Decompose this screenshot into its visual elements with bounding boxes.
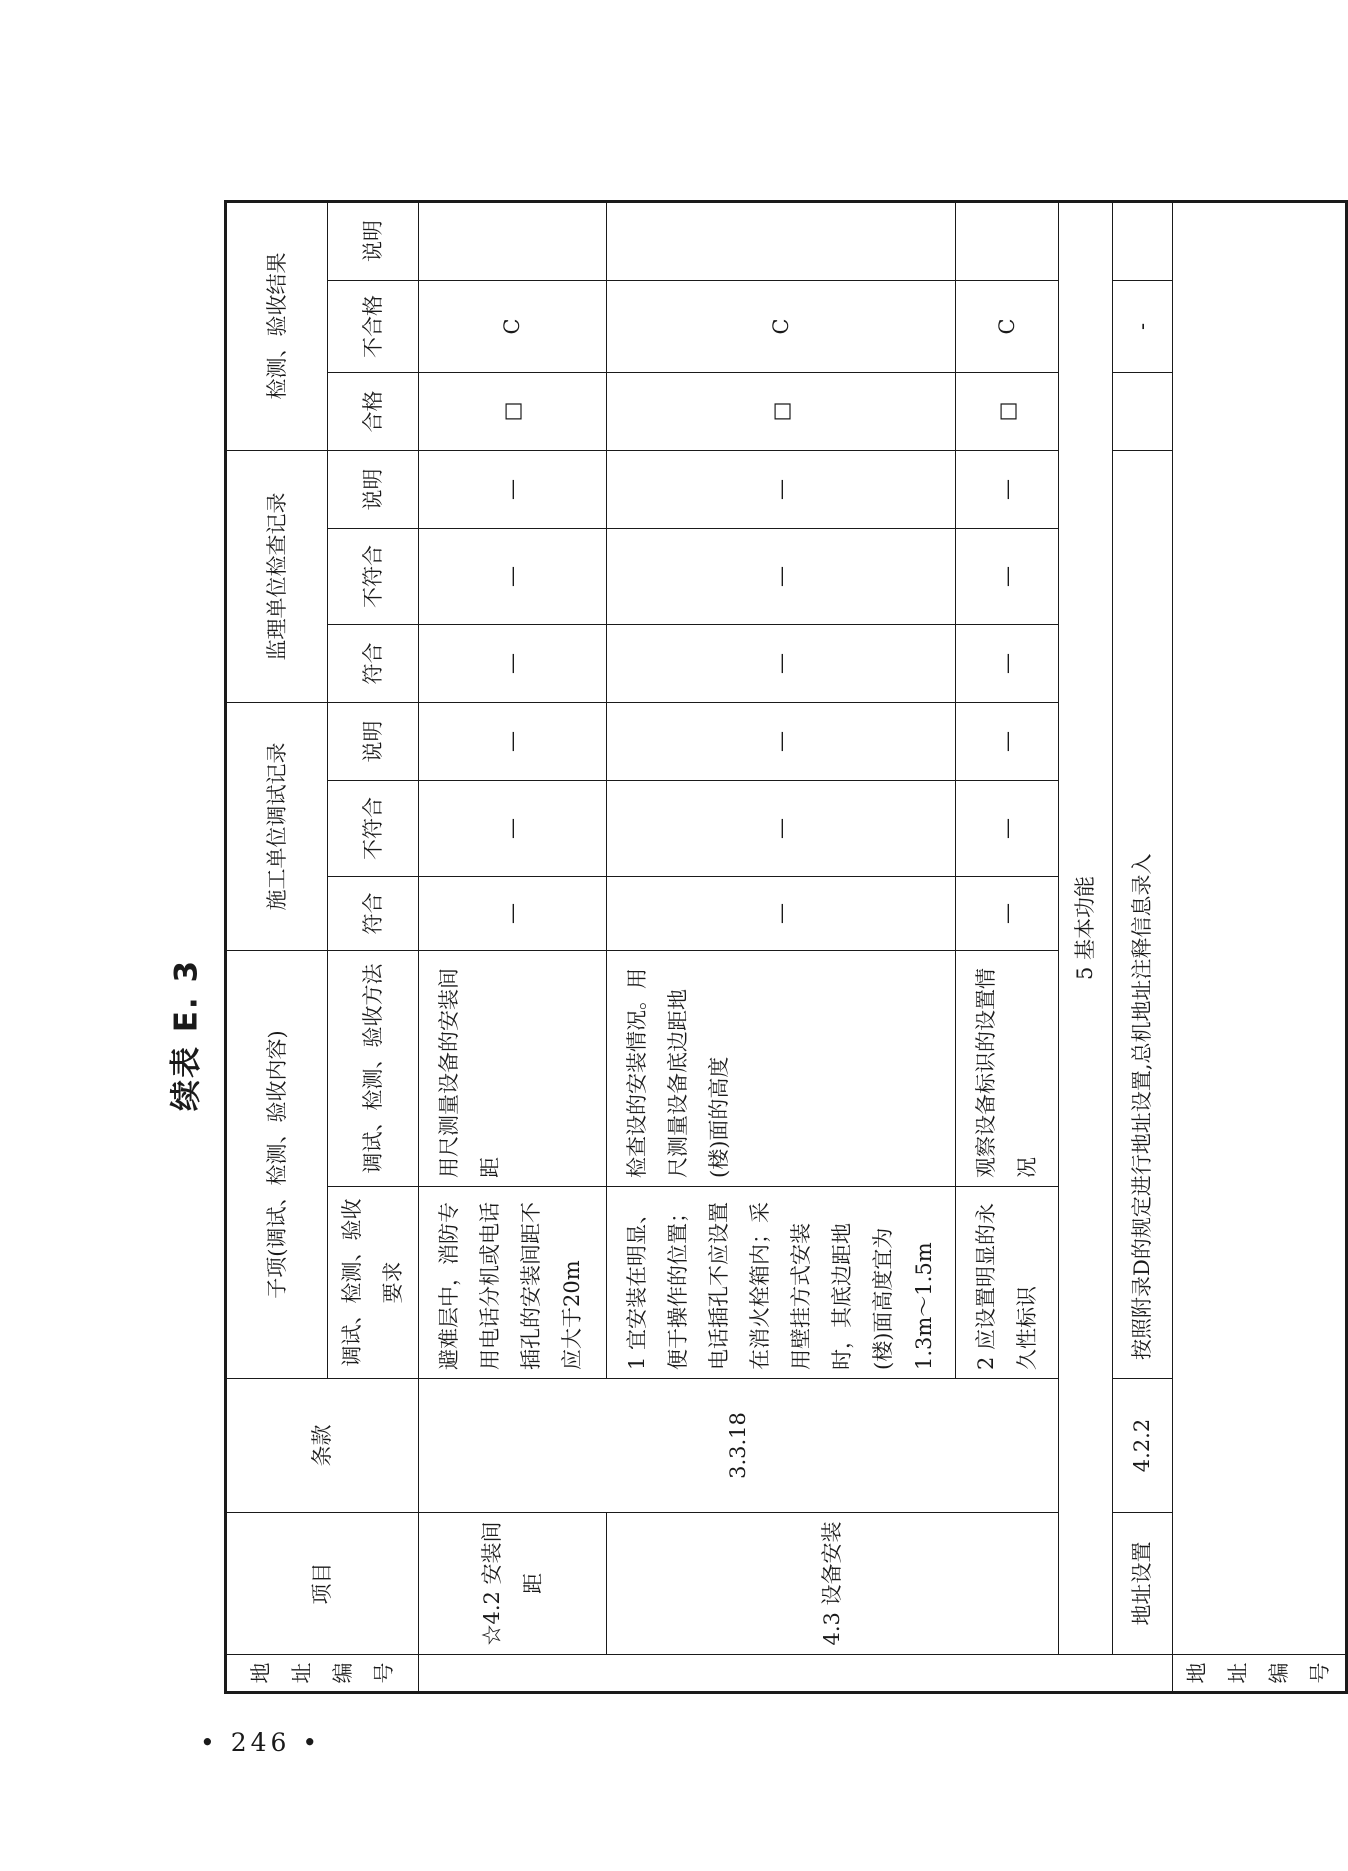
requirement-cell: 2 应设置明显的永久性标识 xyxy=(956,1187,1059,1379)
header-note: 说明 xyxy=(328,702,419,780)
pass-checkbox[interactable]: □ xyxy=(956,372,1059,450)
header-method: 调试、检测、验收方法 xyxy=(328,950,419,1186)
table-header-row xyxy=(226,201,328,1692)
construction-note: — xyxy=(419,702,607,780)
supervision-nonconform: — xyxy=(956,528,1059,624)
supervision-note: — xyxy=(607,450,956,528)
supervision-nonconform: — xyxy=(607,528,956,624)
construction-nonconform: — xyxy=(956,780,1059,876)
empty-row xyxy=(1173,201,1347,1654)
method-cell: 检查设的安装情况。用尺测量设备底边距地(楼)面的高度 xyxy=(607,950,956,1186)
section-row xyxy=(1059,201,1113,1692)
supervision-note: — xyxy=(419,450,607,528)
construction-note: — xyxy=(956,702,1059,780)
page-number: • 246 • xyxy=(200,1728,322,1757)
table-row xyxy=(419,201,607,1692)
supervision-conform: — xyxy=(419,624,607,702)
construction-conform: — xyxy=(956,876,1059,950)
construction-nonconform: — xyxy=(607,780,956,876)
requirement-cell: 避难层中，消防专用电话分机或电话插孔的安装间距不应大于20m xyxy=(419,1187,607,1379)
table-container xyxy=(224,203,1332,1694)
header-subitem: 子项(调试、检测、验收内容) xyxy=(226,950,328,1378)
result-note xyxy=(419,201,607,280)
header-requirement: 调试、检测、验收要求 xyxy=(328,1187,419,1379)
construction-nonconform: — xyxy=(419,780,607,876)
result-note xyxy=(956,201,1059,280)
header-result: 检测、验收结果 xyxy=(226,201,328,450)
header-construction: 施工单位调试记录 xyxy=(226,702,328,950)
addr-id-cell xyxy=(419,1655,1173,1693)
fail-mark xyxy=(1113,201,1173,280)
method-cell: 观察设备标识的设置情况 xyxy=(956,950,1059,1186)
item-cell: 4.3 设备安装 xyxy=(607,1513,1059,1655)
fail-checkbox[interactable]: C xyxy=(419,280,607,372)
supervision-conform: — xyxy=(956,624,1059,702)
header-conform: 符合 xyxy=(328,624,419,702)
header-conform: 符合 xyxy=(328,876,419,950)
construction-conform: — xyxy=(419,876,607,950)
construction-conform: — xyxy=(607,876,956,950)
fail-checkbox[interactable]: C xyxy=(607,280,956,372)
pass-checkbox[interactable]: □ xyxy=(607,372,956,450)
fail-checkbox[interactable]: C xyxy=(956,280,1059,372)
table-row xyxy=(1113,201,1173,1692)
construction-note: — xyxy=(607,702,956,780)
item-cell: 地址设置 xyxy=(1113,1513,1173,1655)
header-note: 说明 xyxy=(328,450,419,528)
header-supervision: 监理单位检查记录 xyxy=(226,450,328,702)
address-content-cell: 按照附录D的规定进行地址设置,总机地址注释信息录入 xyxy=(1113,450,1173,1378)
blank-cell xyxy=(1113,372,1173,450)
header-clause: 条款 xyxy=(226,1379,419,1513)
header-pass: 合格 xyxy=(328,372,419,450)
clause-cell: 4.2.2 xyxy=(1113,1379,1173,1513)
method-cell: 用尺测量设备的安装间距 xyxy=(419,950,607,1186)
addr-id-cell: 地址编号 xyxy=(1173,1655,1347,1693)
table-caption: 续表 E. 3 xyxy=(168,958,205,1112)
header-nonconform: 不符合 xyxy=(328,780,419,876)
table-row xyxy=(1173,201,1347,1692)
section-5-label: 5 基本功能 xyxy=(1059,201,1113,1654)
inspection-table xyxy=(224,200,1348,1694)
supervision-conform: — xyxy=(607,624,956,702)
pass-mark: - xyxy=(1113,280,1173,372)
header-addr-id: 地址编号 xyxy=(226,1655,419,1693)
header-fail: 不合格 xyxy=(328,280,419,372)
clause-cell: 3.3.18 xyxy=(419,1379,1059,1513)
pass-checkbox[interactable]: □ xyxy=(419,372,607,450)
requirement-cell: 1 宜安装在明显、便于操作的位置；电话插孔不应设置在消火栓箱内；采用壁挂方式安装时，其底边距地(楼)面高度宜为1.3m～1.5m xyxy=(607,1187,956,1379)
supervision-note: — xyxy=(956,450,1059,528)
result-note xyxy=(607,201,956,280)
item-cell: ☆4.2 安装间距 xyxy=(419,1513,607,1655)
header-item: 项目 xyxy=(226,1513,419,1655)
header-note: 说明 xyxy=(328,201,419,280)
supervision-nonconform: — xyxy=(419,528,607,624)
header-nonconform: 不符合 xyxy=(328,528,419,624)
